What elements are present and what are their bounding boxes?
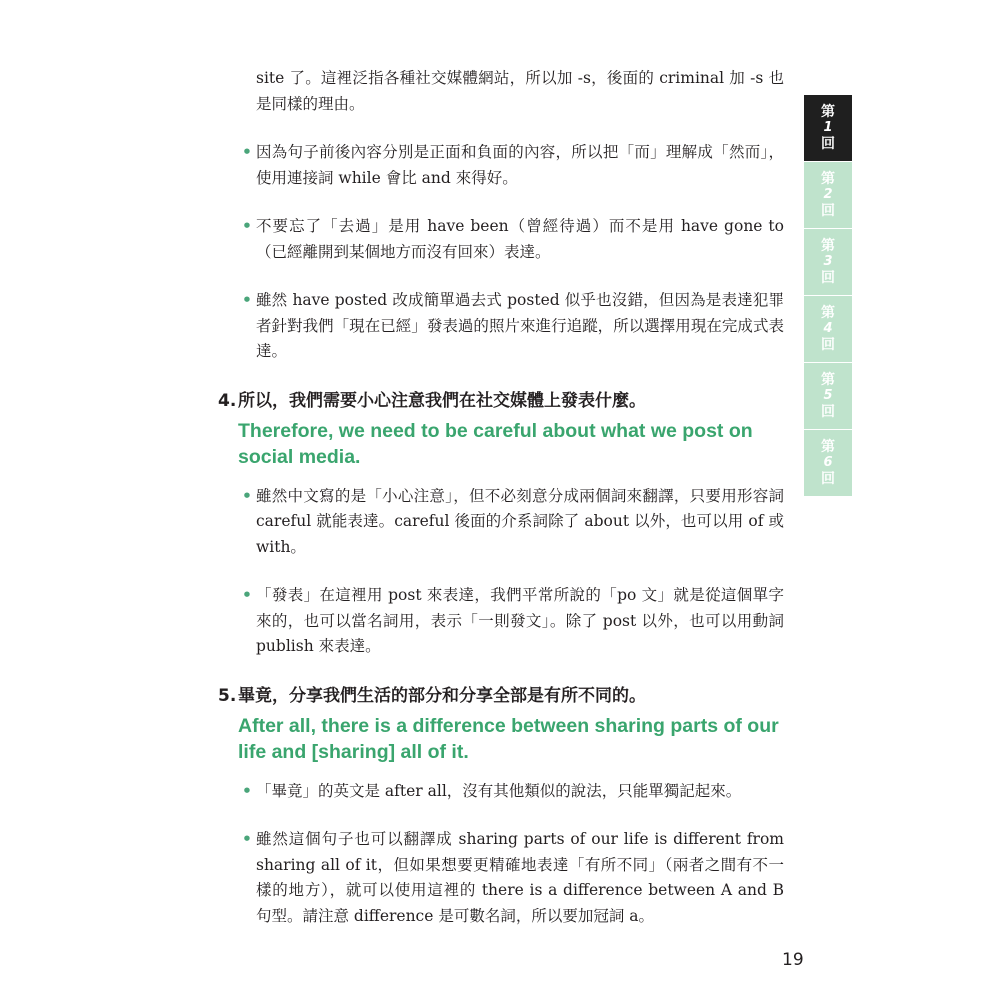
section-5-heading: 5. 畢竟，分享我們生活的部分和分享全部是有所不同的。 — [218, 685, 646, 706]
bullet-dot: • — [242, 830, 252, 848]
bullet-dot: • — [242, 586, 252, 604]
chapter-tab-6[interactable]: 第 6 回 — [804, 430, 852, 496]
section-4-bullet-1: • 雖然中文寫的是「小心注意」，但不必刻意分成兩個詞來翻譯，只要用形容詞 careful 就能表達。careful 後面的介系詞除了 about 以外，也可以用 of 或 with。 — [218, 484, 784, 561]
page-number: 19 — [782, 950, 804, 970]
bullet-dot: • — [242, 291, 252, 309]
section-5-english: After all, there is a difference between sharing parts of our life and [sharing] all of it. — [238, 714, 779, 763]
chapter-tab-4[interactable]: 第 4 回 — [804, 296, 852, 362]
page-content — [218, 66, 784, 952]
note-bullet-2: • 不要忘了「去過」是用 have been（曾經待過）而不是用 have gone to（已經離開到某個地方而沒有回來）表達。 — [218, 214, 784, 265]
chapter-tab-5[interactable]: 第 5 回 — [804, 363, 852, 429]
bullet-dot: • — [242, 781, 252, 800]
continued-paragraph: site 了。這裡泛指各種社交媒體網站，所以加 -s，後面的 criminal 加 -s 也是同樣的理由。 — [256, 69, 784, 113]
bullet-dot: • — [242, 143, 252, 161]
chapter-tabs — [804, 95, 852, 497]
section-4-english: Therefore, we need to be careful about what we post on social media. — [238, 419, 753, 468]
section-5-bullet-1: • 「畢竟」的英文是 after all，沒有其他類似的說法，只能單獨記起來。 — [218, 779, 784, 805]
bullet-dot: • — [242, 217, 252, 235]
chapter-tab-1[interactable]: 第 1 回 — [804, 95, 852, 161]
section-4-bullet-2: • 「發表」在這裡用 post 來表達，我們平常所說的「po 文」就是從這個單字來的，也可以當名詞用，表示「一則發文」。除了 post 以外，也可以用動詞 publish 來表達。 — [218, 583, 784, 660]
note-bullet-3: • 雖然 have posted 改成簡單過去式 posted 似乎也沒錯，但因為是表達犯罪者針對我們「現在已經」發表過的照片來進行追蹤，所以選擇用現在完成式表達。 — [218, 288, 784, 365]
chapter-tab-2[interactable]: 第 2 回 — [804, 162, 852, 228]
section-5-bullet-2: • 雖然這個句子也可以翻譯成 sharing parts of our life is different from sharing all of it，但如果想要更精確地表達「有所不同」（兩者之間有不一樣的地方），就可以使用這裡的 there is a difference between A and B 句型。請注意 difference 是可數名詞，所以要加冠詞 a。 — [218, 827, 784, 929]
bullet-dot: • — [242, 486, 252, 505]
section-4-heading: 4. 所以，我們需要小心注意我們在社交媒體上發表什麼。 — [218, 390, 646, 411]
chapter-tab-3[interactable]: 第 3 回 — [804, 229, 852, 295]
note-bullet-1: • 因為句子前後內容分別是正面和負面的內容，所以把「而」理解成「然而」，使用連接詞 while 會比 and 來得好。 — [218, 140, 784, 191]
